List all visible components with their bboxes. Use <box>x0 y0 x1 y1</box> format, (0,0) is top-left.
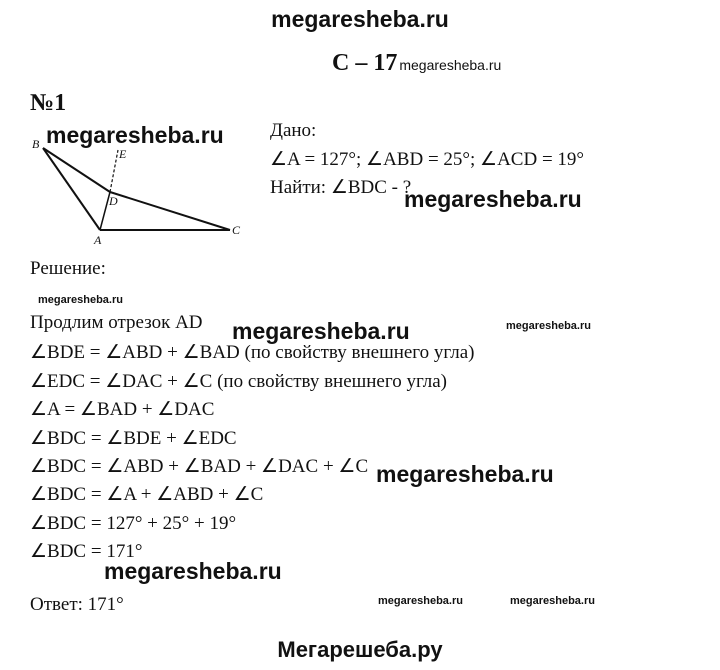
problem-number: №1 <box>30 90 67 116</box>
section-title <box>332 50 501 77</box>
solution-line: ∠A = ∠BAD + ∠DAC <box>30 399 215 420</box>
side-ba <box>43 148 100 230</box>
solution-line: ∠EDC = ∠DAC + ∠C (по свойству внешнего угла) <box>30 371 448 392</box>
watermark: megaresheba.ru <box>232 318 410 344</box>
label-a: A <box>94 233 102 247</box>
watermark-small: megaresheba.ru <box>378 595 463 607</box>
watermark: megaresheba.ru <box>104 558 282 584</box>
watermark: megaresheba.ru <box>376 461 554 487</box>
solution-line: ∠BDC = 171° <box>30 541 143 562</box>
solution-line: ∠BDE = ∠ABD + ∠BAD (по свойству внешнего угла) <box>30 342 475 363</box>
segment-bd <box>43 148 110 192</box>
answer: Ответ: 171° <box>30 594 124 615</box>
watermark-small: megaresheba.ru <box>506 320 591 332</box>
solution-line: ∠BDC = ∠BDE + ∠EDC <box>30 428 237 449</box>
label-d: D <box>109 194 118 208</box>
solution-line: ∠BDC = ∠ABD + ∠BAD + ∠DAC + ∠C <box>30 456 369 477</box>
section-title-watermark: megaresheba.ru <box>399 57 502 73</box>
watermark-small: megaresheba.ru <box>38 294 123 306</box>
solution-heading: Решение: <box>30 258 106 279</box>
watermark: megaresheba.ru <box>46 122 224 148</box>
segment-dc <box>110 192 230 230</box>
extension-de <box>110 150 118 192</box>
label-c: C <box>232 223 241 237</box>
section-title-text: С – 17 <box>332 50 398 76</box>
label-b: B <box>32 137 40 151</box>
solution-line: ∠BDC = 127° + 25° + 19° <box>30 513 237 534</box>
solution-line: ∠BDC = ∠A + ∠ABD + ∠C <box>30 484 264 505</box>
given-find: Найти: ∠BDC - ? <box>270 177 412 198</box>
watermark: megaresheba.ru <box>404 186 582 212</box>
given-conditions: ∠A = 127°; ∠ABD = 25°; ∠ACD = 19° <box>270 149 585 170</box>
triangle-figure <box>28 136 250 248</box>
site-footer: Мегарешеба.ру <box>277 637 443 662</box>
solution-line: Продлим отрезок AD <box>30 312 203 333</box>
given-heading: Дано: <box>270 120 317 141</box>
site-header: megaresheba.ru <box>271 6 449 32</box>
label-e: E <box>119 147 127 161</box>
watermark-small: megaresheba.ru <box>510 595 595 607</box>
